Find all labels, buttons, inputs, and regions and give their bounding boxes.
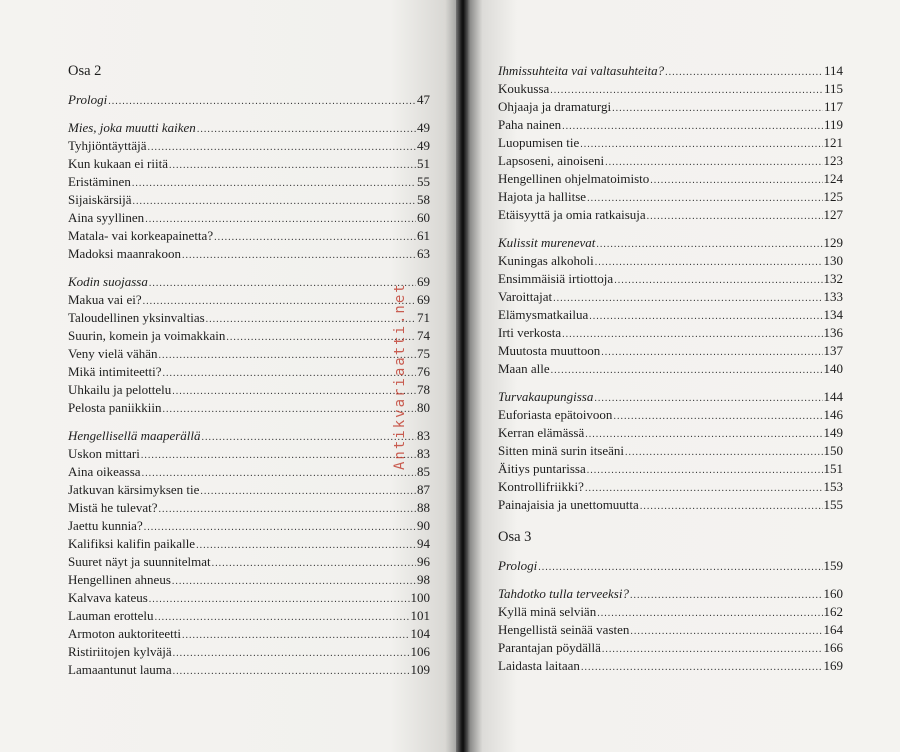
page-number: 55: [417, 174, 430, 189]
page-number: 100: [410, 590, 430, 605]
toc-section-entry: [498, 585, 843, 603]
toc-group: [498, 388, 843, 514]
entry-title: Madoksi maanrakoon: [68, 246, 182, 261]
page-number: 137: [823, 343, 843, 358]
page-number: 61: [417, 228, 430, 243]
page-number: 146: [823, 407, 843, 422]
entry-title: Kulissit murenevat: [498, 235, 596, 250]
toc-entry: [498, 360, 843, 378]
entry-title: Tyhjiöntäyttäjä: [68, 138, 147, 153]
dot-leader: [200, 483, 416, 501]
toc-entry: [68, 209, 430, 227]
toc-entry: [498, 188, 843, 206]
entry-title: Mies, joka muutti kaiken: [68, 120, 196, 135]
toc-entry: [68, 571, 430, 589]
toc-entry: [68, 589, 430, 607]
entry-title: Kuningas alkoholi: [498, 253, 594, 268]
toc-entry: [68, 661, 430, 679]
toc-entry: [498, 98, 843, 116]
entry-title: Makua vai ei?: [68, 292, 142, 307]
entry-title: Matala- vai korkeapainetta?: [68, 228, 214, 243]
entry-title: Laidasta laitaan: [498, 658, 580, 673]
toc-section-entry: [68, 273, 430, 291]
dot-leader: [159, 347, 416, 365]
page-number: 106: [410, 644, 430, 659]
page-number: 80: [417, 400, 430, 415]
page-number: 87: [417, 482, 430, 497]
dot-leader: [594, 390, 822, 408]
dot-leader: [562, 326, 822, 344]
entry-title: Taloudellinen yksinvaltias: [68, 310, 205, 325]
entry-title: Äitiys puntarissa: [498, 461, 586, 476]
toc-entry: [68, 607, 430, 625]
part-heading: Osa 3: [498, 529, 532, 545]
entry-title: Euforiasta epätoivoon: [498, 407, 613, 422]
dot-leader: [538, 559, 822, 577]
toc-entry: [498, 270, 843, 288]
toc-entry: [498, 442, 843, 460]
entry-title: Ensimmäisiä irtiottoja: [498, 271, 614, 286]
toc-entry: [68, 553, 430, 571]
page-number: 51: [417, 156, 430, 171]
page-number: 119: [823, 117, 843, 132]
toc-entry: [498, 116, 843, 134]
toc-entry: [68, 517, 430, 535]
page-number: 115: [823, 81, 843, 96]
page-number: 153: [823, 479, 843, 494]
page-number: 151: [823, 461, 843, 476]
page-number: 60: [417, 210, 430, 225]
page-number: 166: [823, 640, 843, 655]
page-number: 109: [410, 662, 430, 677]
entry-title: Hajota ja hallitse: [498, 189, 587, 204]
entry-title: Kodin suojassa: [68, 274, 148, 289]
entry-title: Aina oikeassa: [68, 464, 141, 479]
entry-title: Jatkuvan kärsimyksen tie: [68, 482, 200, 497]
entry-title: Suuret näyt ja suunnitelmat: [68, 554, 211, 569]
dot-leader: [647, 208, 823, 226]
dot-leader: [580, 136, 822, 154]
toc-entry: [68, 291, 430, 309]
entry-title: Sitten minä surin itseäni: [498, 443, 625, 458]
dot-leader: [587, 462, 823, 480]
toc-entry: [498, 657, 843, 675]
toc-entry: [498, 170, 843, 188]
toc-section-entry: [68, 119, 430, 137]
page-number: 71: [417, 310, 430, 325]
toc-entry: [498, 206, 843, 224]
page-number: 124: [823, 171, 843, 186]
dot-leader: [625, 444, 822, 462]
dot-leader: [612, 100, 823, 118]
toc-entry: [498, 496, 843, 514]
toc-entry: [68, 381, 430, 399]
entry-title: Kyllä minä selviän: [498, 604, 597, 619]
toc-entry: [498, 134, 843, 152]
dot-leader: [172, 383, 416, 401]
page-number: 136: [823, 325, 843, 340]
entry-title: Hengellisellä maaperällä: [68, 428, 201, 443]
page-number: 134: [823, 307, 843, 322]
toc-group: [68, 427, 430, 679]
dot-leader: [202, 429, 416, 447]
entry-title: Sijaiskärsijä: [68, 192, 132, 207]
entry-title: Turvakaupungissa: [498, 389, 594, 404]
toc-entry: [498, 342, 843, 360]
dot-leader: [196, 537, 416, 555]
entry-title: Lamaantunut lauma: [68, 662, 172, 677]
dot-leader: [589, 308, 822, 326]
toc-group: [498, 585, 843, 675]
entry-title: Aina syyllinen: [68, 210, 145, 225]
toc-entry: [498, 639, 843, 657]
entry-title: Kerran elämässä: [498, 425, 585, 440]
page-number: 121: [823, 135, 843, 150]
toc-entry: [68, 535, 430, 553]
dot-leader: [553, 290, 822, 308]
dot-leader: [212, 555, 416, 573]
entry-title: Mikä intimiteetti?: [68, 364, 162, 379]
dot-leader: [141, 447, 416, 465]
entry-title: Elämysmatkailua: [498, 307, 589, 322]
entry-title: Ihmissuhteita vai valtasuhteita?: [498, 63, 665, 78]
page-number: 149: [823, 425, 843, 440]
entry-title: Ohjaaja ja dramaturgi: [498, 99, 612, 114]
page-number: 98: [417, 572, 430, 587]
dot-leader: [630, 587, 823, 605]
toc-group: [68, 91, 430, 109]
dot-leader: [159, 501, 416, 519]
dot-leader: [630, 623, 822, 641]
entry-title: Prologi: [498, 558, 538, 573]
page-number: 76: [417, 364, 430, 379]
toc-entry: [68, 327, 430, 345]
toc-entry: [498, 460, 843, 478]
entry-title: Parantajan pöydällä: [498, 640, 601, 655]
page-number: 47: [417, 92, 430, 107]
toc-section-entry: [68, 91, 430, 109]
page-number: 96: [417, 554, 430, 569]
page-number: 94: [417, 536, 430, 551]
dot-leader: [197, 121, 416, 139]
dot-leader: [596, 236, 822, 254]
entry-title: Muutosta muuttoon: [498, 343, 601, 358]
toc-entry: [498, 288, 843, 306]
toc-group: [498, 234, 843, 378]
page-number: 90: [417, 518, 430, 533]
dot-leader: [163, 365, 416, 383]
entry-title: Prologi: [68, 92, 108, 107]
dot-leader: [173, 663, 410, 681]
entry-title: Kontrollifriikki?: [498, 479, 584, 494]
toc-entry: [68, 399, 430, 417]
toc-groups: [498, 62, 843, 514]
toc-entry: [498, 252, 843, 270]
dot-leader: [562, 118, 823, 136]
page-number: 162: [823, 604, 843, 619]
page-number: 88: [417, 500, 430, 515]
dot-leader: [595, 254, 823, 272]
page-number: 85: [417, 464, 430, 479]
left-toc-column: [68, 62, 430, 689]
toc-section-entry: [498, 62, 843, 80]
dot-leader: [149, 275, 416, 293]
toc-entry: [498, 80, 843, 98]
page-number: 127: [823, 207, 843, 222]
dot-leader: [613, 408, 822, 426]
dot-leader: [182, 247, 416, 265]
page-number: 155: [823, 497, 843, 512]
toc-section-entry: [498, 557, 843, 575]
toc-entry: [68, 191, 430, 209]
dot-leader: [597, 605, 822, 623]
toc-entry: [498, 152, 843, 170]
page-number: 123: [823, 153, 843, 168]
watermark: Antikvariaatti.net: [392, 282, 408, 470]
entry-title: Hengellistä seinää vasten: [498, 622, 630, 637]
toc-entry: [68, 227, 430, 245]
page-number: 117: [823, 99, 843, 114]
toc-entry: [498, 424, 843, 442]
toc-entry: [498, 324, 843, 342]
entry-title: Irti verkosta: [498, 325, 562, 340]
toc-entry: [68, 363, 430, 381]
entry-title: Tahdotko tulla terveeksi?: [498, 586, 629, 601]
toc-entry: [68, 245, 430, 263]
entry-title: Kun kukaan ei riitä: [68, 156, 168, 171]
toc-section-entry: [68, 427, 430, 445]
toc-groups: [68, 91, 430, 679]
entry-title: Uskon mittari: [68, 446, 140, 461]
page-number: 160: [823, 586, 843, 601]
toc-entry: [498, 306, 843, 324]
entry-title: Lauman erottelu: [68, 608, 154, 623]
toc-entry: [68, 625, 430, 643]
right-toc-column: [498, 62, 843, 685]
dot-leader: [169, 157, 416, 175]
entry-title: Luopumisen tie: [498, 135, 580, 150]
entry-title: Hengellinen ahneus: [68, 572, 171, 587]
entry-title: Lapsoseni, ainoiseni: [498, 153, 605, 168]
page-number: 129: [823, 235, 843, 250]
toc-section-entry: [498, 388, 843, 406]
dot-leader: [640, 498, 823, 516]
page-number: 75: [417, 346, 430, 361]
toc-entry: [498, 621, 843, 639]
toc-entry: [68, 499, 430, 517]
entry-title: Eristäminen: [68, 174, 131, 189]
entry-title: Etäisyyttä ja omia ratkaisuja: [498, 207, 646, 222]
dot-leader: [148, 139, 416, 157]
toc-entry: [68, 155, 430, 173]
toc-group: [68, 273, 430, 417]
entry-title: Paha nainen: [498, 117, 562, 132]
dot-leader: [108, 93, 416, 111]
page-number: 104: [410, 626, 430, 641]
entry-title: Koukussa: [498, 81, 550, 96]
dot-leader: [155, 609, 410, 627]
dot-leader: [163, 401, 416, 419]
dot-leader: [665, 64, 823, 82]
toc-entry: [68, 463, 430, 481]
dot-leader: [149, 591, 410, 609]
page-number: 74: [417, 328, 430, 343]
entry-title: Veny vielä vähän: [68, 346, 158, 361]
part-heading: Osa 2: [68, 63, 102, 79]
page-number: 150: [823, 443, 843, 458]
page-number: 159: [823, 558, 843, 573]
page-number: 78: [417, 382, 430, 397]
dot-leader: [182, 627, 409, 645]
page-number: 130: [823, 253, 843, 268]
toc-group: [498, 62, 843, 224]
toc-entry: [498, 406, 843, 424]
dot-leader: [172, 573, 416, 591]
page-number: 140: [823, 361, 843, 376]
entry-title: Kalifiksi kalifin paikalle: [68, 536, 196, 551]
page-number: 69: [417, 292, 430, 307]
toc-group: [68, 119, 430, 263]
entry-title: Painajaisia ja unettomuutta: [498, 497, 639, 512]
toc-entry: [68, 445, 430, 463]
toc-section-entry: [498, 234, 843, 252]
page-number: 63: [417, 246, 430, 261]
toc-entry: [68, 173, 430, 191]
toc-entry: [498, 478, 843, 496]
page-number: 133: [823, 289, 843, 304]
dot-leader: [581, 659, 823, 677]
page-number: 101: [410, 608, 430, 623]
dot-leader: [601, 344, 822, 362]
page-number: 69: [417, 274, 430, 289]
toc-group: [498, 557, 843, 575]
page-number: 114: [823, 63, 843, 78]
entry-title: Uhkailu ja pelottelu: [68, 382, 172, 397]
dot-leader: [551, 362, 823, 380]
entry-title: Ristiriitojen kylväjä: [68, 644, 172, 659]
dot-leader: [602, 641, 823, 659]
dot-leader: [650, 172, 822, 190]
dot-leader: [214, 229, 416, 247]
toc-entry: [68, 345, 430, 363]
entry-title: Armoton auktoriteetti: [68, 626, 182, 641]
page-number: 169: [823, 658, 843, 673]
book-spine: [456, 0, 468, 752]
dot-leader: [206, 311, 416, 329]
page-number: 83: [417, 446, 430, 461]
toc-entry: [68, 643, 430, 661]
entry-title: Jaettu kunnia?: [68, 518, 143, 533]
dot-leader: [173, 645, 410, 663]
entry-title: Suurin, komein ja voimakkain: [68, 328, 226, 343]
entry-title: Pelosta paniikkiin: [68, 400, 162, 415]
toc-entry: [68, 137, 430, 155]
page-number: 144: [823, 389, 843, 404]
toc-groups: [498, 557, 843, 675]
entry-title: Kalvava kateus: [68, 590, 148, 605]
dot-leader: [226, 329, 416, 347]
entry-title: Hengellinen ohjelmatoimisto: [498, 171, 650, 186]
dot-leader: [133, 193, 416, 211]
entry-title: Mistä he tulevat?: [68, 500, 158, 515]
page-number: 49: [417, 138, 430, 153]
page-number: 164: [823, 622, 843, 637]
page-number: 58: [417, 192, 430, 207]
toc-entry: [68, 309, 430, 327]
page-number: 125: [823, 189, 843, 204]
page-number: 83: [417, 428, 430, 443]
toc-entry: [498, 603, 843, 621]
toc-entry: [68, 481, 430, 499]
dot-leader: [614, 272, 822, 290]
entry-title: Varoittajat: [498, 289, 553, 304]
entry-title: Maan alle: [498, 361, 550, 376]
dot-leader: [132, 175, 416, 193]
page-number: 132: [823, 271, 843, 286]
page-number: 49: [417, 120, 430, 135]
